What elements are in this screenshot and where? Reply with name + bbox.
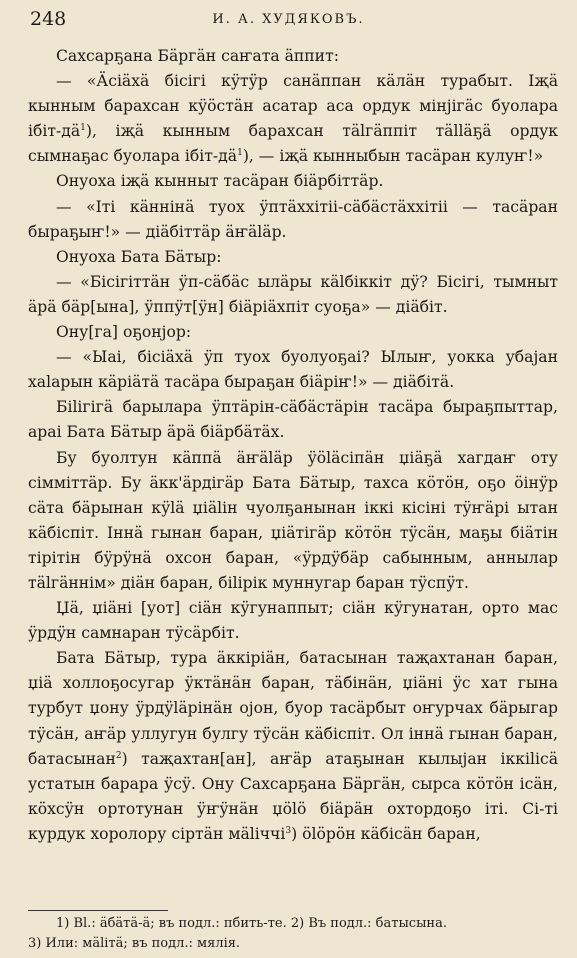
paragraph: Бiliгiгӓ барылара ӱптӓрiн-сӓбӓстӓрiн тасӓра быраҕпыттар, араi Бата Бӓтыр ӓрӓ бiӓрбӓтӓх. [28,398,558,442]
paragraph: — «Ӓсiӓхӓ бiсiгi кӱтӱр санӓппан кӓлӓн турабыт. Iҗӓ кынным барахсан кӱӧстӓн асатар аса ордук мiнjiгӓс буолара iбiт-$дӓ^1$), iҗӓ кынным барахсан тӓlгӓппiт тӓllӓҕӓ ордук сымнаҕас буолара iбiт-$дӓ^1$), — iҗӓ кынныбын тасӓран кулуҥ!» [28,72,558,166]
paragraph: Џӓ, џiӓнi [уот] сiӓн кӱгунаппыт; сiӓн кӱгунатан, орто мас ӱрдӱн самнаран тӱсӓрбiт. [28,599,558,643]
paragraph: — «Iтi кӓннiнӓ туох ӱптӓххiтii-сӓбӓстӓххiтii — тасӓран быраҕыҥ!» — дiӓбiттӓр ӓҥӓlӓр. [28,197,558,241]
footnote-rule [28,910,168,911]
footnote-line: 1) Вl.: ӓбӓтӓ-ӓ; въ подл.: пбить-те. 2) Въ подл.: батысына. [56,916,447,931]
paragraph: Онуоха iҗӓ кынныт тасӓран бiӓрбiттӓр. [56,172,384,191]
page-header [0,6,577,32]
paragraph: Сахсарҕана Бӓргӓн саҥата ӓппит: [56,47,339,65]
running-head: И. А. ХУДЯКОВЪ. [212,12,365,27]
footnotes [28,914,558,954]
page-body [28,44,558,847]
footnote-line: 3) Или: мӓlітӓ; въ подл.: мялія. [28,936,241,951]
paragraph: — «Бiсiгiттӓн ӱп-сӓбӓс ылӓры кӓlбiккiт дӱ? Бiсiгi, тымныт ӓрӓ бӓр[ына], ӱппӱт[ӱн] бiӓрiӓхпiт суоҕа» — дiӓбiт. [28,272,558,316]
paragraph: — «Ыаi, бiсiӓхӓ ӱп туох буолуоҕаi? Ылыҥ, уокка убаjан хаlарын кӓрiӓтӓ тасӓра быраҕан бiӓрiҥ!» — дiӓбiтӓ. [28,348,558,392]
page-number: 248 [30,8,67,30]
paragraph: Онуоха Бата Бӓтыр: [56,247,222,266]
paragraph: Бата Бӓтыр, тура ӓккiрiӓн, батасынан таҗахтанан баран, џiӓ холлоҕосугар ӱктӓнӓн баран, тӓбiнӓн, џiӓнi ӱс хат гына турбут џону ӱрдӱlӓрiнӓн оjон, буор тасӓрбыт оҥурчах бӓрыгар тӱсӓн, аҥӓр уллугун булгу тӱсӓн кӓбiспiт. Ол iннӓ гынан баран, батасынан$^2$) таҗахтан[ан], аҥӓр атаҕынан кылыjан iккiliсӓ устатын барара ӱсӱ. Ону Сахсарҕана Бӓргӓн, сырса кӧтӧн iсӓн, кӧхсӱн ортотунан ӱҥӱнӓн џӧlӧ бiӓрӓн охтордоҕо iтi. Сi-тi курдук хоролору сiртӓн мӓliччi$^3$) ӧlӧрӧн кӓбiсӓн баран, [28,649,558,843]
paragraph: Бу буолтун кӓппӓ ӓҥӓlӓр ӱӧlӓсiпӓн џiӓҕӓ хагдаҥ оту сiммiттӓр. Бу ӓкк'ӓрдiгӓр Бата Бӓтыр, тахса кӧтӧн, оҕо ӧiнӱр сӓта бӓрынан кӱlӓ џiӓliн чуолҕанынан iккi кiсiнi тӱҥӓрi ытан кӓбiспiт. Iннӓ гынан баран, џiӓтiгӓр кӧтӧн тӱсӓн, маҕы бiӓтiн тiрiтiн бӱрӱнӓ охсон баран, «ӱрдӱбӓр сабынным, аннылар тӓlгӓннiм» дiӓн баран, бiliрiк муннугар баран тӱспӱт. [28,448,558,592]
paragraph: Ону[га] оҕонjор: [56,323,192,342]
